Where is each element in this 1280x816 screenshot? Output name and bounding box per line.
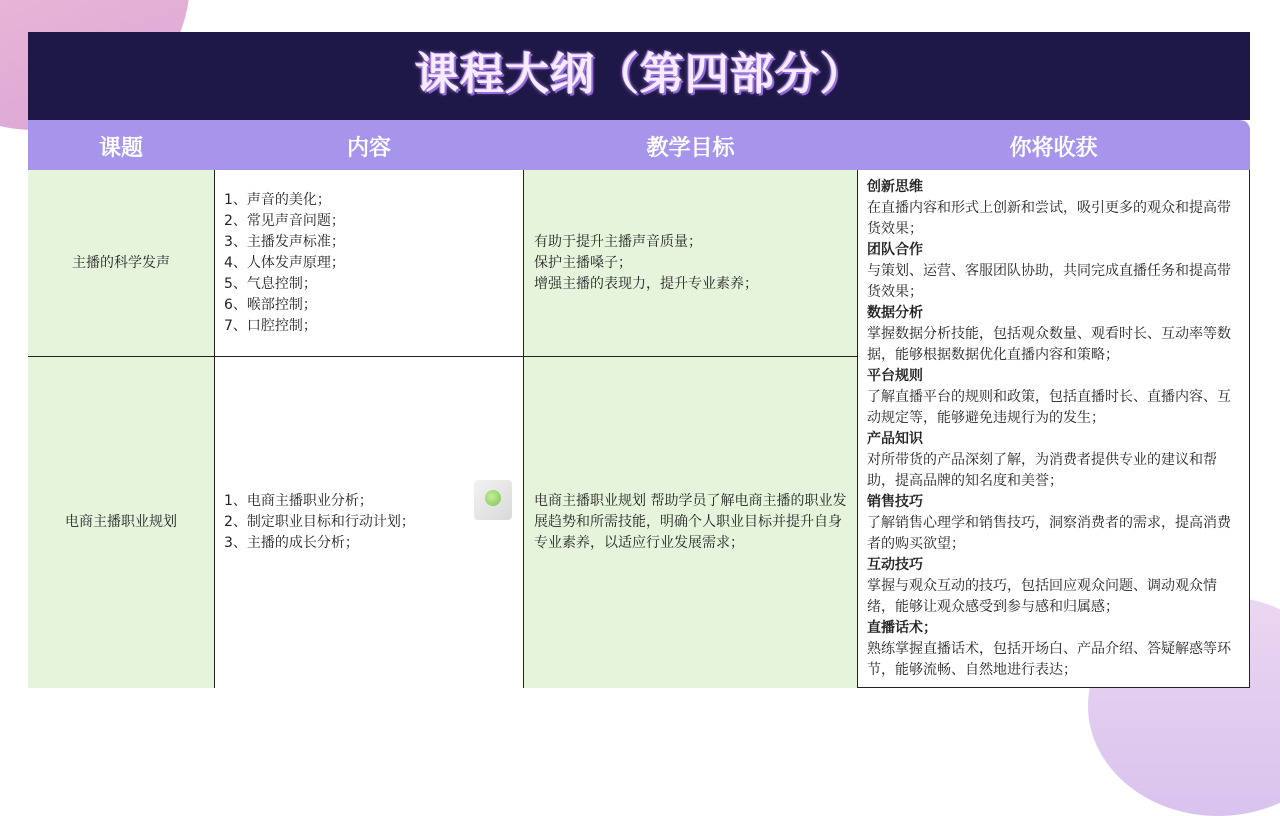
list-item: 4、人体发声原理； (224, 254, 345, 271)
gain-title: 数据分析 (867, 305, 923, 321)
header-gains: 你将收获 (1009, 136, 1098, 161)
gain-title: 互动技巧 (867, 557, 923, 573)
gain-description: 了解直播平台的规则和政策，包括直播时长、直播内容、互动规定等，能够避免违规行为的发生； (867, 389, 1231, 426)
list-item: 增强主播的表现力，提升专业素养； (534, 275, 758, 292)
table-row-2-goals (524, 357, 857, 688)
gain-description: 了解销售心理学和销售技巧，洞察消费者的需求，提高消费者的购买欲望； (867, 515, 1231, 552)
gain-title: 销售技巧 (867, 494, 923, 510)
goals-text: 电商主播职业规划 帮助学员了解电商主播的职业发展趋势和所需技能，明确个人职业目标并提升自身专业素养，以适应行业发展需求； (534, 493, 847, 551)
list-item: 3、主播的成长分析； (224, 535, 359, 551)
watermark-logo-icon (474, 480, 512, 520)
topic-label: 电商主播职业规划 (65, 514, 177, 530)
gain-description: 熟练掌握直播话术，包括开场白、产品介绍、答疑解惑等环节，能够流畅、自然地进行表达； (867, 641, 1231, 678)
list-item: 保护主播嗓子； (534, 254, 632, 271)
table-row-2-topic (28, 357, 214, 688)
header-topic: 课题 (98, 136, 143, 161)
gain-description: 掌握数据分析技能，包括观众数量、观看时长、互动率等数据，能够根据数据优化直播内容和策略； (867, 326, 1231, 363)
gain-title: 平台规则 (867, 368, 923, 384)
gain-title: 产品知识 (867, 431, 923, 447)
table-divider (214, 170, 215, 688)
list-item: 3、主播发声标准； (224, 233, 345, 250)
table-row-1-topic (28, 170, 214, 356)
gain-description: 在直播内容和形式上创新和尝试，吸引更多的观众和提高带货效果； (867, 200, 1231, 237)
table-row-2-content (214, 357, 524, 688)
list-item: 5、气息控制； (224, 275, 317, 292)
list-item: 7、口腔控制； (224, 317, 317, 334)
slide-title: 课程大纲（第四部分） (415, 49, 865, 100)
gain-title: 创新思维 (867, 179, 923, 195)
gain-description: 对所带货的产品深刻了解，为消费者提供专业的建议和帮助，提高品牌的知名度和美誉； (867, 452, 1217, 489)
goals-list (534, 232, 758, 295)
gain-title: 团队合作 (867, 242, 923, 258)
gain-description: 掌握与观众互动的技巧，包括回应观众问题、调动观众情绪，能够让观众感受到参与感和归属感； (867, 578, 1217, 615)
list-item: 有助于提升主播声音质量； (534, 233, 702, 250)
header-content: 内容 (346, 136, 391, 161)
content-list (224, 190, 345, 337)
table-divider (28, 356, 857, 357)
list-item: 1、声音的美化； (224, 191, 331, 208)
list-item: 1、电商主播职业分析； (224, 493, 373, 509)
table-header-row (28, 120, 1250, 170)
gains-column (857, 170, 1250, 688)
list-item: 6、喉部控制； (224, 296, 317, 313)
list-item: 2、常见声音问题； (224, 212, 345, 229)
table-row-1-content (214, 170, 524, 356)
header-goals: 教学目标 (646, 136, 735, 161)
list-item: 2、制定职业目标和行动计划； (224, 514, 415, 530)
content-list (224, 491, 415, 554)
table-row-1-goals (524, 170, 857, 356)
table-divider (523, 170, 524, 688)
gain-title: 直播话术； (867, 620, 937, 636)
topic-label: 主播的科学发声 (72, 254, 170, 271)
gain-description: 与策划、运营、客服团队协助，共同完成直播任务和提高带货效果； (867, 263, 1231, 300)
